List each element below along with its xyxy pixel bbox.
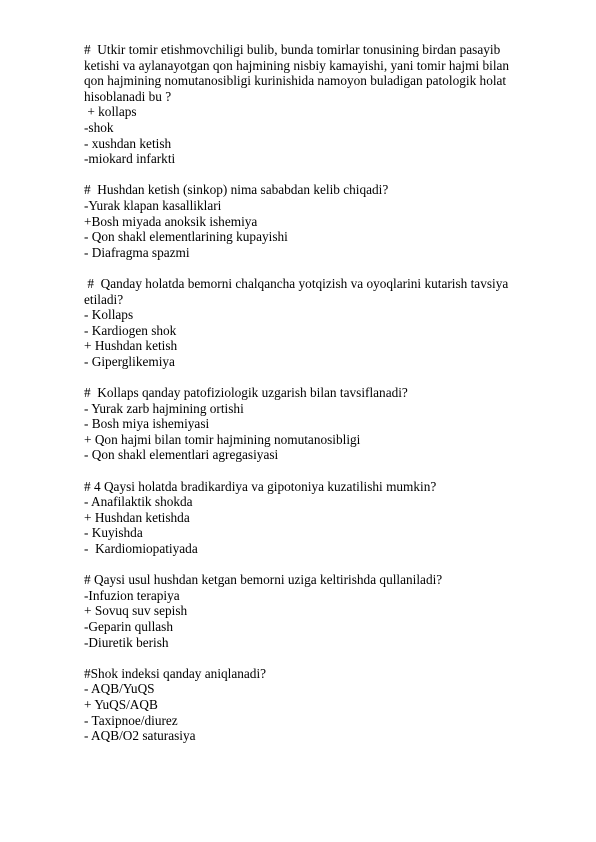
question-block-5 bbox=[84, 479, 546, 557]
answer-option: + Sovuq suv sepish bbox=[84, 603, 188, 619]
question-block-6 bbox=[84, 572, 546, 650]
answer-option: -Infuzion terapiya bbox=[84, 587, 180, 603]
answer-option: - Qon shakl elementlari agregasiyasi bbox=[84, 447, 279, 463]
answer-option: - Kardiomiopatiyada bbox=[84, 541, 198, 556]
answer-option: + kollaps bbox=[84, 104, 137, 120]
question-line: # 4 Qaysi holatda bradikardiya va gipotoniya kuzatilishi mumkin? bbox=[84, 478, 437, 494]
question-line: # Qaysi usul hushdan ketgan bemorni uziga keltirishda qullaniladi? bbox=[84, 572, 443, 588]
answer-option: -Geparin qullash bbox=[84, 618, 173, 634]
answer-option: - AQB/O2 saturasiya bbox=[84, 728, 196, 744]
question-block-7 bbox=[84, 666, 546, 744]
answer-option: - Kollaps bbox=[84, 307, 134, 323]
answer-option: -shok bbox=[84, 119, 114, 135]
answer-option: - Kuyishda bbox=[84, 525, 143, 541]
question-line: etiladi? bbox=[84, 291, 124, 307]
answer-option: + Hushdan ketishda bbox=[84, 509, 190, 525]
question-line: #Shok indeksi qanday aniqlanadi? bbox=[84, 665, 267, 681]
answer-option: - Yurak zarb hajmining ortishi bbox=[84, 400, 244, 416]
question-line: ketishi va aylanayotgan qon hajmining nisbiy kamayishi, yani tomir hajmi bilan bbox=[84, 57, 510, 73]
answer-option: - Diafragma spazmi bbox=[84, 244, 190, 260]
answer-option: - Anafilaktik shokda bbox=[84, 494, 193, 510]
answer-option: +Bosh miyada anoksik ishemiya bbox=[84, 213, 258, 229]
answer-option: -Yurak klapan kasalliklari bbox=[84, 197, 222, 213]
answer-option: -miokard infarkti bbox=[84, 151, 176, 167]
answer-option: -Diuretik berish bbox=[84, 634, 169, 650]
question-line: hisoblanadi bu ? bbox=[84, 88, 172, 104]
answer-option: - Qon shakl elementlarining kupayishi bbox=[84, 229, 288, 245]
answer-option: + Qon hajmi bilan tomir hajmining nomutanosibligi bbox=[84, 431, 361, 447]
question-line: # Utkir tomir etishmovchiligi bulib, bunda tomirlar tonusining birdan pasayib bbox=[84, 42, 501, 57]
question-block-2 bbox=[84, 182, 546, 260]
answer-option: - xushdan ketish bbox=[84, 135, 172, 151]
question-line: # Hushdan ketish (sinkop) nima sababdan kelib chiqadi? bbox=[84, 182, 389, 198]
question-block-1 bbox=[84, 42, 546, 167]
answer-option: + YuQS/AQB bbox=[84, 696, 158, 712]
answer-option: - Taxipnoe/diurez bbox=[84, 712, 178, 728]
question-line: # Qanday holatda bemorni chalqancha yotqizish va oyoqlarini kutarish tavsiya bbox=[84, 275, 509, 291]
question-line: # Kollaps qanday patofiziologik uzgarish bilan tavsiflanadi? bbox=[84, 385, 408, 401]
question-block-4 bbox=[84, 385, 546, 463]
question-block-3 bbox=[84, 276, 546, 370]
answer-option: - Bosh miya ishemiyasi bbox=[84, 416, 210, 432]
answer-option: - Giperglikemiya bbox=[84, 353, 175, 369]
answer-option: - AQB/YuQS bbox=[84, 681, 155, 697]
answer-option: + Hushdan ketish bbox=[84, 338, 178, 354]
question-line: qon hajmining nomutanosibligi kurinishida namoyon buladigan patologik holat bbox=[84, 73, 507, 89]
answer-option: - Kardiogen shok bbox=[84, 322, 177, 338]
